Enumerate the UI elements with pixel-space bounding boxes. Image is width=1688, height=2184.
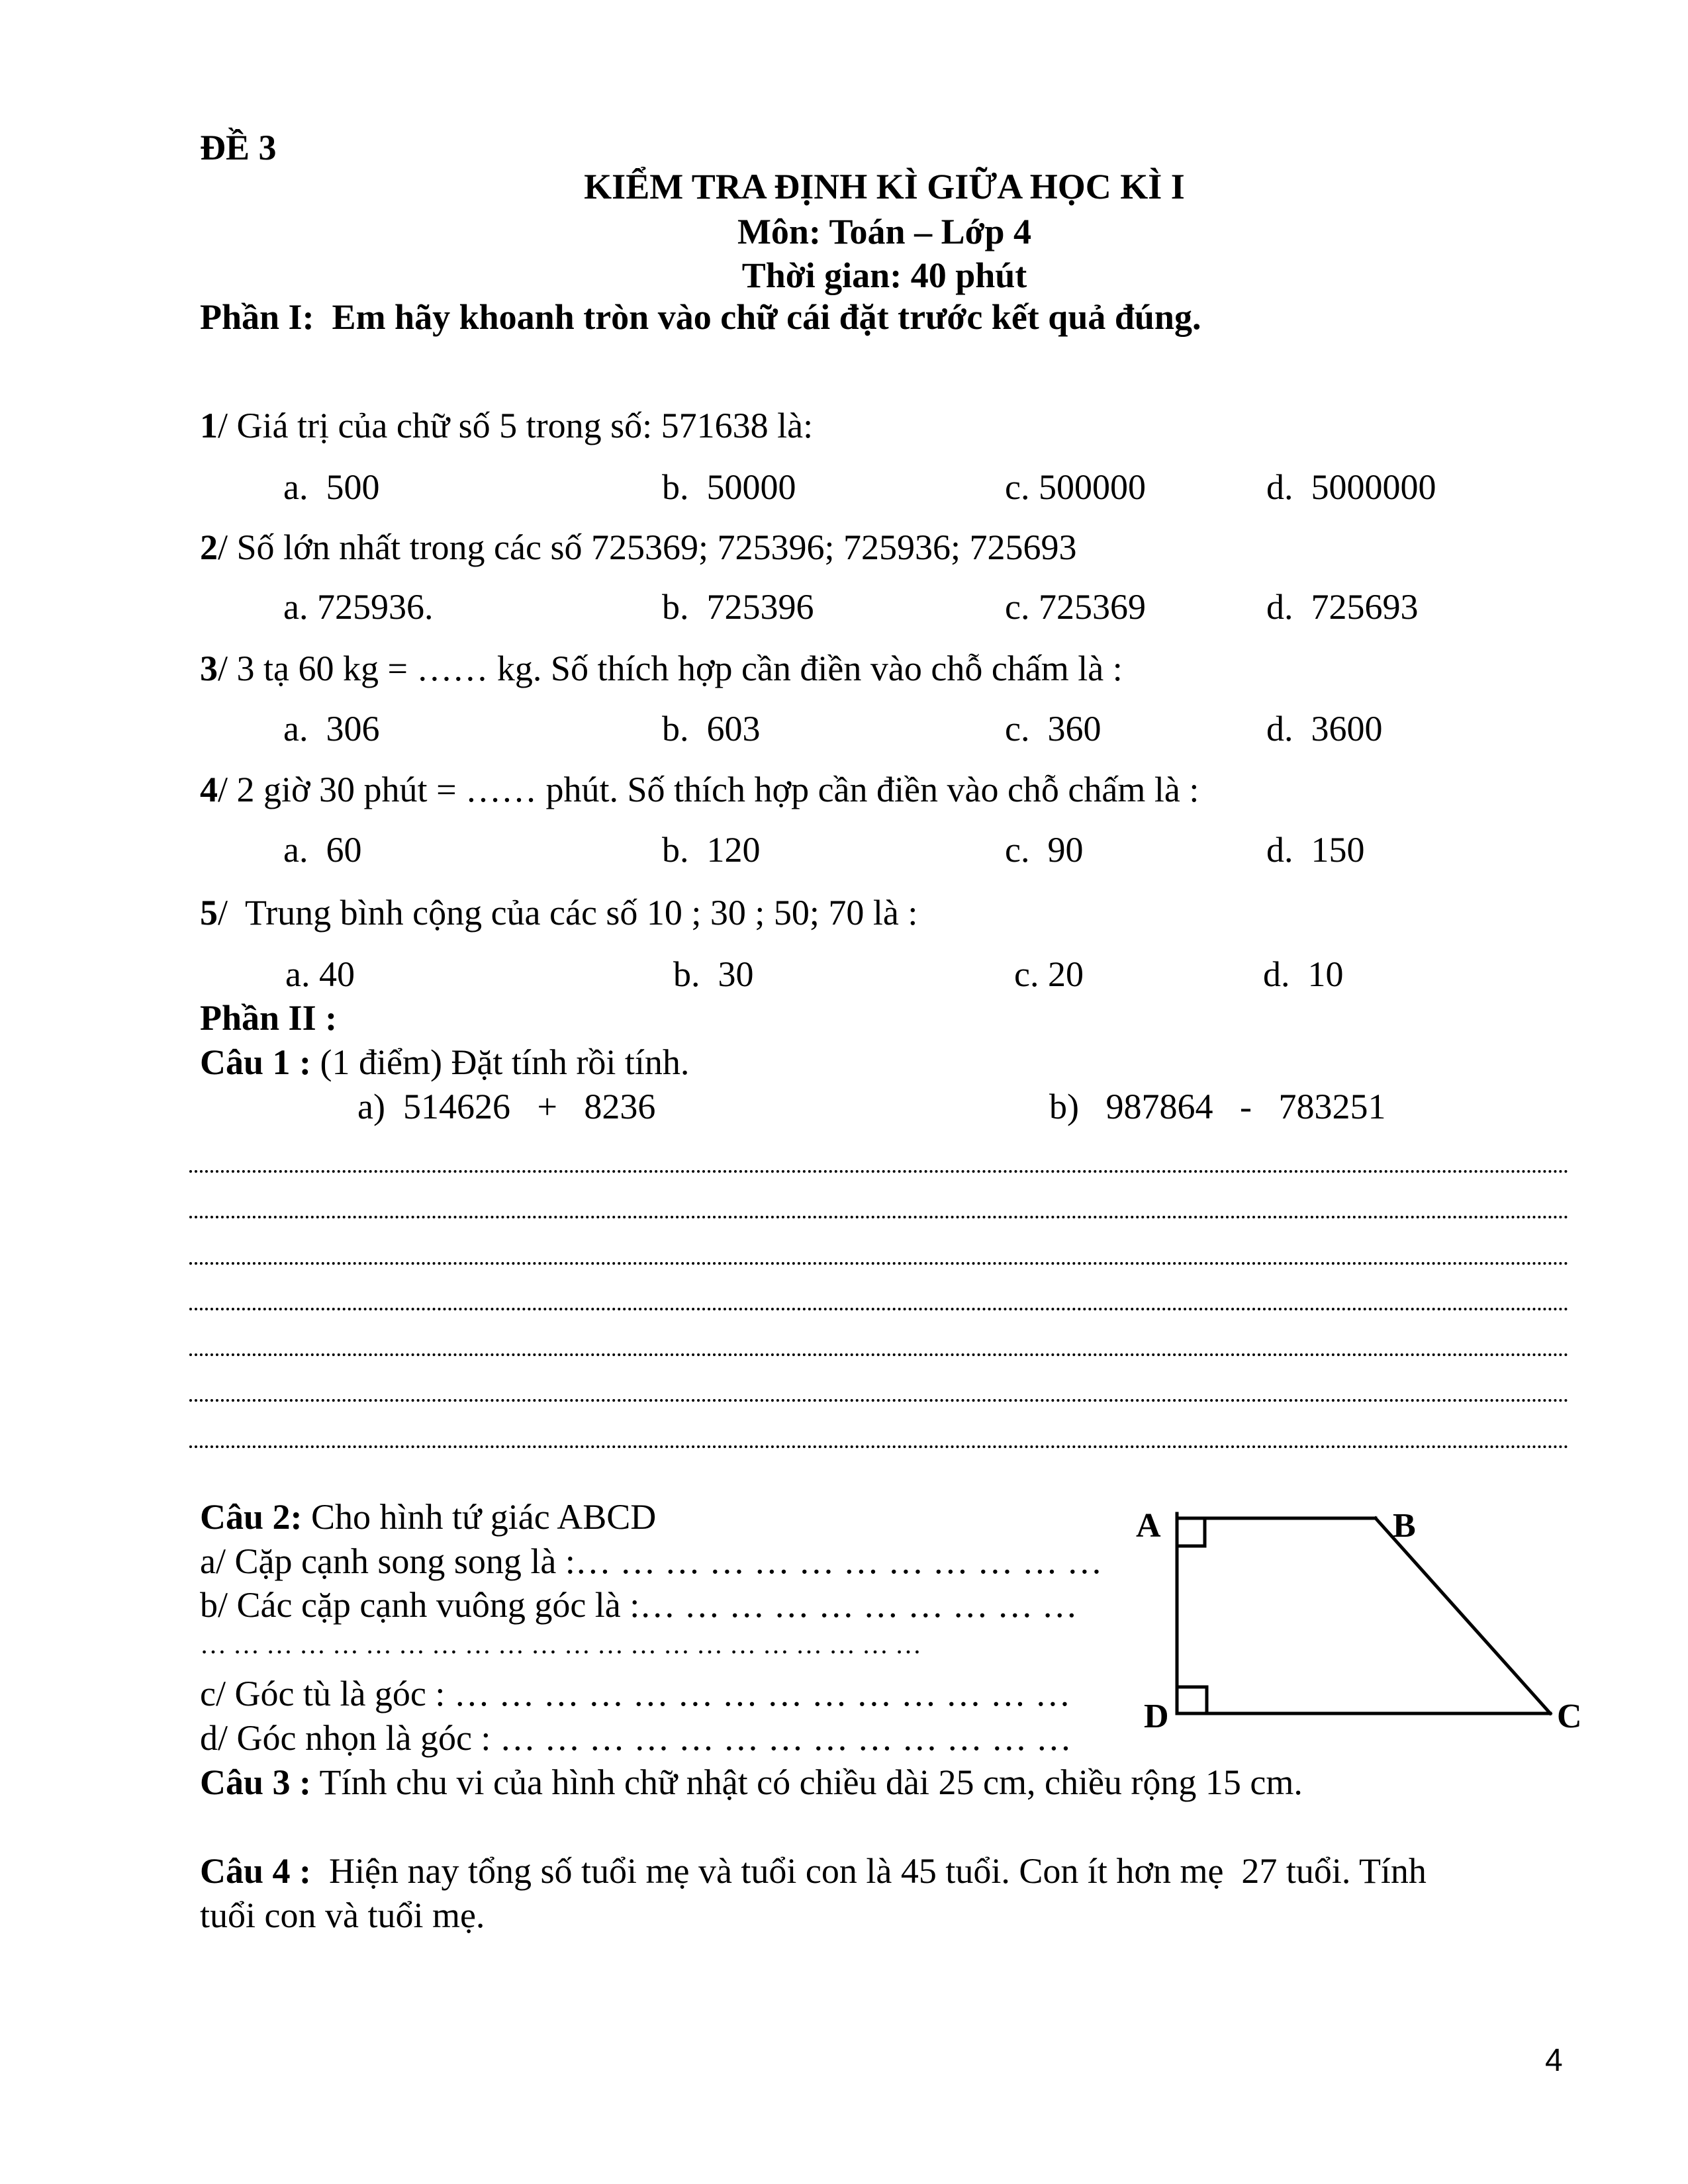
q1-option-a[interactable]: a. 500 (283, 467, 380, 507)
question-number: 4 (200, 770, 218, 809)
vertex-label-b: B (1393, 1507, 1416, 1545)
q2-option-a[interactable]: a. 725936. (283, 587, 434, 627)
question-number: 1 (200, 406, 218, 445)
cau1-text: (1 điểm) Đặt tính rồi tính. (311, 1042, 690, 1082)
right-angle-marker-a (1177, 1518, 1205, 1546)
q5-option-c[interactable]: c. 20 (1014, 954, 1084, 994)
cau2-item-c[interactable]: c/ Góc tù là góc : … … … … … … … … … … … … … … (200, 1674, 1071, 1713)
cau1-exercise-b: b) 987864 - 783251 (1049, 1087, 1386, 1126)
question-number: 5 (200, 893, 218, 933)
q4-option-a[interactable]: a. 60 (283, 830, 362, 870)
cau2-label: Câu 2: (200, 1497, 303, 1537)
question-number: 2 (200, 527, 218, 567)
exam-duration: Thời gian: 40 phút (741, 255, 1027, 295)
q3-option-b[interactable]: b. 603 (662, 709, 761, 749)
q3-option-a[interactable]: a. 306 (283, 709, 380, 749)
cau4-label: Câu 4 : (200, 1851, 312, 1891)
q2-option-b[interactable]: b. 725396 (662, 587, 814, 627)
vertex-label-a: A (1136, 1507, 1161, 1545)
q2-option-c[interactable]: c. 725369 (1005, 587, 1146, 627)
cau4-text: Hiện nay tổng số tuổi mẹ và tuổi con là 45 tuổi. Con ít hơn mẹ 27 tuổi. Tính (311, 1851, 1427, 1891)
cau2-item-a[interactable]: a/ Cặp cạnh song song là :… … … … … … … … … … … … (200, 1541, 1103, 1581)
part2-heading: Phần II : (200, 998, 338, 1038)
page-number: 4 (1545, 2043, 1563, 2078)
exam-title: KIỂM TRA ĐỊNH KÌ GIỮA HỌC KÌ I (584, 167, 1185, 206)
question-text: / Trung bình cộng của các số 10 ; 30 ; 50; 70 là : (218, 893, 918, 933)
cau4-text-continued: tuổi con và tuổi mẹ. (200, 1895, 485, 1935)
q4-option-d[interactable]: d. 150 (1266, 830, 1365, 870)
exam-subject: Môn: Toán – Lớp 4 (737, 212, 1032, 251)
cau1-exercise-a: a) 514626 + 8236 (357, 1087, 656, 1126)
q1-option-d[interactable]: d. 5000000 (1266, 467, 1436, 507)
cau3-prompt (200, 1764, 1303, 1800)
question-text: / Giá trị của chữ số 5 trong số: 571638 là: (218, 406, 814, 445)
cau2-text: Cho hình tứ giác ABCD (302, 1497, 657, 1537)
right-angle-marker-d (1177, 1687, 1207, 1713)
cau2-item-d[interactable]: d/ Góc nhọn là góc : … … … … … … … … … … … … … (200, 1718, 1072, 1758)
cau3-text: Tính chu vi của hình chữ nhật có chiều dài 25 cm, chiều rộng 15 cm. (311, 1762, 1303, 1802)
cau4-prompt (200, 1853, 1427, 1889)
exam-code: ĐỀ 3 (200, 128, 277, 167)
q3-option-c[interactable]: c. 360 (1005, 709, 1102, 749)
cau3-label: Câu 3 : (200, 1762, 312, 1802)
q2-option-d[interactable]: d. 725693 (1266, 587, 1419, 627)
question-text: / Số lớn nhất trong các số 725369; 725396; 725936; 725693 (218, 527, 1077, 567)
question-text: / 2 giờ 30 phút = …… phút. Số thích hợp cần điền vào chỗ chấm là : (218, 770, 1199, 809)
q4-option-b[interactable]: b. 120 (662, 830, 761, 870)
q1-option-c[interactable]: c. 500000 (1005, 467, 1146, 507)
question-text: / 3 tạ 60 kg = …… kg. Số thích hợp cần điền vào chỗ chấm là : (218, 649, 1123, 688)
cau2-item-b[interactable]: b/ Các cặp cạnh vuông góc là :… … … … … … … … … … (200, 1585, 1078, 1625)
q3-option-d[interactable]: d. 3600 (1266, 709, 1383, 749)
q4-option-c[interactable]: c. 90 (1005, 830, 1084, 870)
q1-option-b[interactable]: b. 50000 (662, 467, 796, 507)
cau1-label: Câu 1 : (200, 1042, 312, 1082)
vertex-label-d: D (1144, 1698, 1169, 1735)
q5-option-a[interactable]: a. 40 (285, 954, 355, 994)
q5-option-b[interactable]: b. 30 (673, 954, 754, 994)
question-number: 3 (200, 649, 218, 688)
part1-heading: Phần I: Em hãy khoanh tròn vào chữ cái đặt trước kết quả đúng. (200, 297, 1201, 337)
q5-option-d[interactable]: d. 10 (1263, 954, 1344, 994)
side-bc (1376, 1518, 1550, 1713)
vertex-label-c: C (1557, 1698, 1582, 1735)
cau2-item-b-continuation[interactable]: … … … … … … … … … … … … … … … … … … … … … … (200, 1629, 921, 1659)
